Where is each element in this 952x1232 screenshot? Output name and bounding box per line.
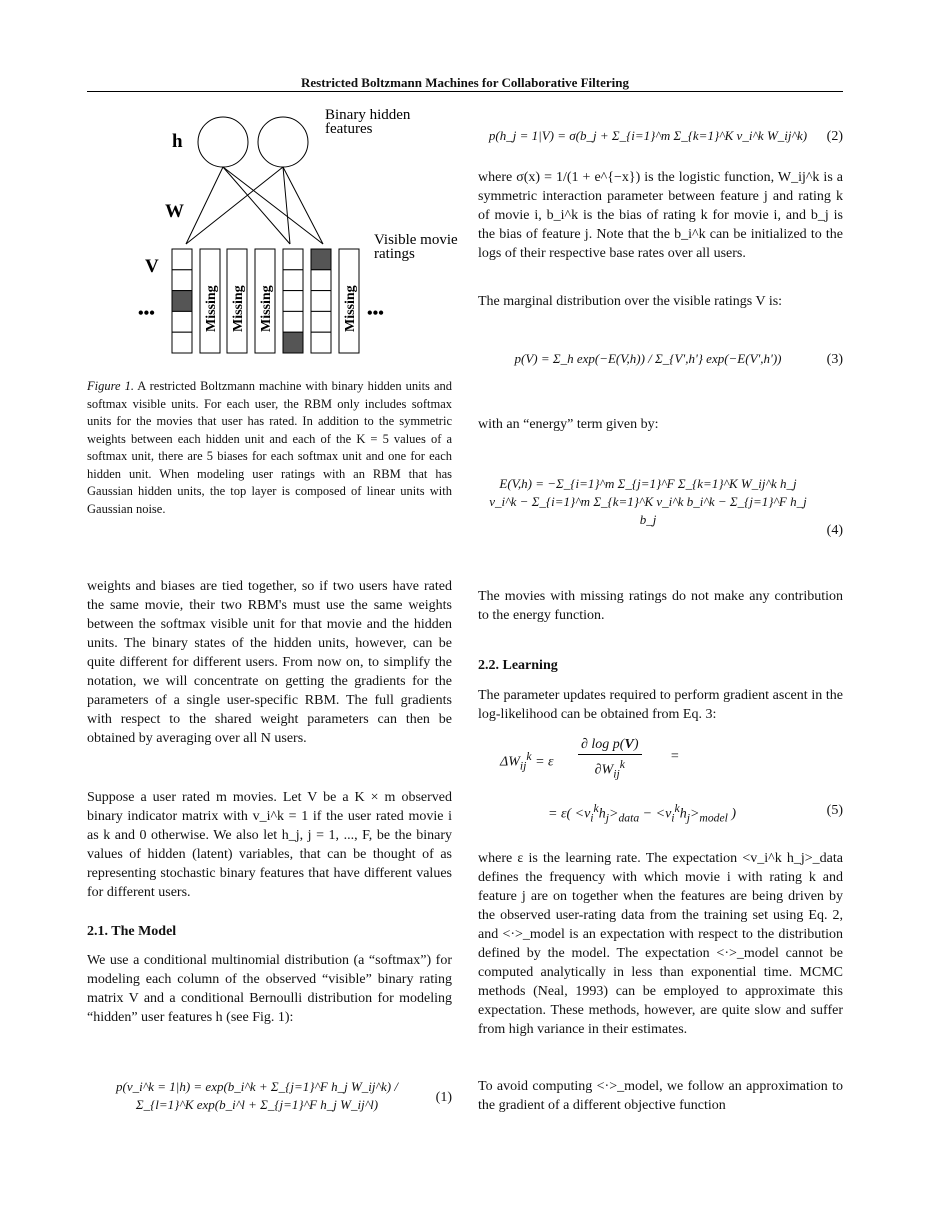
softmax-cell bbox=[311, 311, 331, 332]
figure-caption: Figure 1. A restricted Boltzmann machine with binary hidden units and softmax visible units. For each user, the RBM only includes softmax units for the movies that user has rated. In addition to the symmetric weights between each hidden unit and each of the K = 5 values of a softmax unit, there are 5 biases for each softmax unit and one for each hidden unit. When modeling user ratings with an RBM that has Gaussian hidden units, the top layer is composed of linear units with Gaussian noise. bbox=[87, 379, 452, 516]
equation-2-text: p(h_j = 1|V) = σ(b_j + Σ_{i=1}^m Σ_{k=1}^K v_i^k W_ij^k) bbox=[488, 128, 808, 143]
softmax-cell bbox=[311, 270, 331, 291]
hidden-label: features bbox=[325, 121, 373, 137]
softmax-cell bbox=[283, 291, 303, 312]
right-paragraph-5: The parameter updates required to perform gradient ascent in the log-likelihood can be obtained from Eq. 3: bbox=[478, 688, 843, 722]
left-paragraph-3: We use a conditional multinomial distribution (a “softmax”) for modeling each column of the observed “visible” binary rating matrix V and a conditional Bernoulli distribution for modeling “hidden” user features h (see Fig. 1): bbox=[87, 953, 452, 1025]
softmax-cell bbox=[283, 249, 303, 270]
rbm-figure bbox=[87, 95, 467, 365]
w-label: W bbox=[165, 201, 184, 222]
visible-label: Visible movie bbox=[374, 232, 458, 248]
equation-1-text: p(v_i^k = 1|h) = exp(b_i^k + Σ_{j=1}^F h_j W_ij^k) / Σ_{l=1}^K exp(b_i^l + Σ_{j=1}^F h_j W_ij^l) bbox=[116, 1079, 398, 1112]
equation-4: E(V,h) = −Σ_{i=1}^m Σ_{j=1}^F Σ_{k=1}^K W_ij^k h_j v_i^k − Σ_{i=1}^m Σ_{k=1}^K v_i^k b_i^k − Σ_{j=1}^F h_j b_j (4) bbox=[489, 476, 843, 538]
equation-2: p(h_j = 1|V) = σ(b_j + Σ_{i=1}^m Σ_{k=1}^K v_i^k W_ij^k) (2) bbox=[488, 128, 843, 144]
missing-label: Missing bbox=[204, 285, 219, 332]
left-paragraph-1: weights and biases are tied together, so if two users have rated the same movie, their two RBM's must use the same weights between the softmax visible unit for that movie and the hidden units. The binary states of the hidden units, however, can be quite different for different users. From now on, to simplify the notation, we will concentrate on getting the gradients for the parameters of a single user-specific RBM. The full gradients with respect to the shared weight parameters can then be obtained by averaging over all N users. bbox=[87, 579, 452, 746]
section-heading-learning: 2.2. Learning bbox=[478, 658, 558, 673]
left-paragraph-2: Suppose a user rated m movies. Let V be a K × m observed binary indicator matrix with v_i^k = 1 if the user rated movie i as k and 0 otherwise. We also let h_j, j = 1, ..., F, be the binary values of hidden (latent) variables, that can be thought of as representing stochastic binary features that have different values for different users. bbox=[87, 790, 452, 900]
right-paragraph-7: To avoid computing <·>_model, we follow an approximation to the gradient of a different objective function bbox=[478, 1079, 843, 1113]
equation-4-text: E(V,h) = −Σ_{i=1}^m Σ_{j=1}^F Σ_{k=1}^K W_ij^k h_j v_i^k − Σ_{i=1}^m Σ_{k=1}^K v_i^k b_i^k − Σ_{j=1}^F h_j b_j bbox=[489, 476, 807, 527]
softmax-cell bbox=[311, 332, 331, 353]
softmax-cell bbox=[311, 291, 331, 312]
section-heading-model: 2.1. The Model bbox=[87, 924, 177, 939]
equation-5: $\Delta W_{ij}^k = \varepsilon$ ∂ log p(V) $\partial W_{ij}^k$ = = $\varepsilon( <v_i^kh_j>_{data} - <v_i^kh_j>_{model}$ ) (5) bbox=[500, 737, 843, 825]
right-paragraph-2: The marginal distribution over the visible ratings V is: bbox=[478, 294, 783, 309]
hidden-unit bbox=[258, 117, 308, 167]
hidden-unit bbox=[198, 117, 248, 167]
equation-1: p(v_i^k = 1|h) = exp(b_i^k + Σ_{j=1}^F h_j W_ij^k) / Σ_{l=1}^K exp(b_i^l + Σ_{j=1}^F h_j W_ij^l) (1) bbox=[87, 1074, 452, 1124]
softmax-cell bbox=[283, 270, 303, 291]
h-label: h bbox=[172, 131, 183, 152]
right-paragraph-4: The movies with missing ratings do not make any contribution to the energy function. bbox=[478, 589, 843, 623]
softmax-cell bbox=[283, 332, 303, 353]
v-label: V bbox=[145, 256, 159, 277]
softmax-cell bbox=[311, 249, 331, 270]
softmax-cell bbox=[172, 332, 192, 353]
softmax-cell bbox=[172, 291, 192, 312]
softmax-cell bbox=[172, 311, 192, 332]
right-paragraph-1: where σ(x) = 1/(1 + e^{−x}) is the logistic function, W_ij^k is a symmetric interaction parameter between feature j and rating k of movie i, b_i^k is the bias of rating k for movie i, and b_j is the bias of feature j. Note that the b_i^k can be initialized to the logs of their respective base rates over all users. bbox=[478, 170, 843, 261]
softmax-cell bbox=[172, 270, 192, 291]
missing-label: Missing bbox=[259, 285, 274, 332]
missing-label: Missing bbox=[343, 285, 358, 332]
right-paragraph-6: where ε is the learning rate. The expectation <v_i^k h_j>_data defines the frequency with which movie i with rating k and feature j are on together when the features are being driven by the observed user-rating data from the training set using Eq. 2, and <·>_model is an expectation with respect to the distribution defined by the model. The expectation <·>_model cannot be computed analytically in less than exponential time. MCMC methods (Neal, 1993) can be employed to approximate this expectation. These methods, however, are quite slow and suffer from high variance in their estimates. bbox=[478, 851, 843, 1037]
visible-label: ratings bbox=[374, 246, 415, 262]
softmax-cell bbox=[283, 311, 303, 332]
hidden-label: Binary hidden bbox=[325, 107, 411, 123]
missing-label: Missing bbox=[231, 285, 246, 332]
right-paragraph-3: with an “energy” term given by: bbox=[478, 417, 659, 432]
running-header: Restricted Boltzmann Machines for Collaborative Filtering bbox=[301, 75, 629, 90]
header-rule bbox=[87, 91, 843, 92]
softmax-cell bbox=[172, 249, 192, 270]
ellipsis-left: ••• bbox=[138, 305, 155, 322]
equation-3-text: p(V) = Σ_h exp(−E(V,h)) / Σ_{V',h'} exp(−E(V',h')) bbox=[514, 351, 782, 366]
equation-3: p(V) = Σ_h exp(−E(V,h)) / Σ_{V',h'} exp(−E(V',h')) (3) bbox=[478, 338, 843, 388]
ellipsis-right: ••• bbox=[367, 305, 384, 322]
